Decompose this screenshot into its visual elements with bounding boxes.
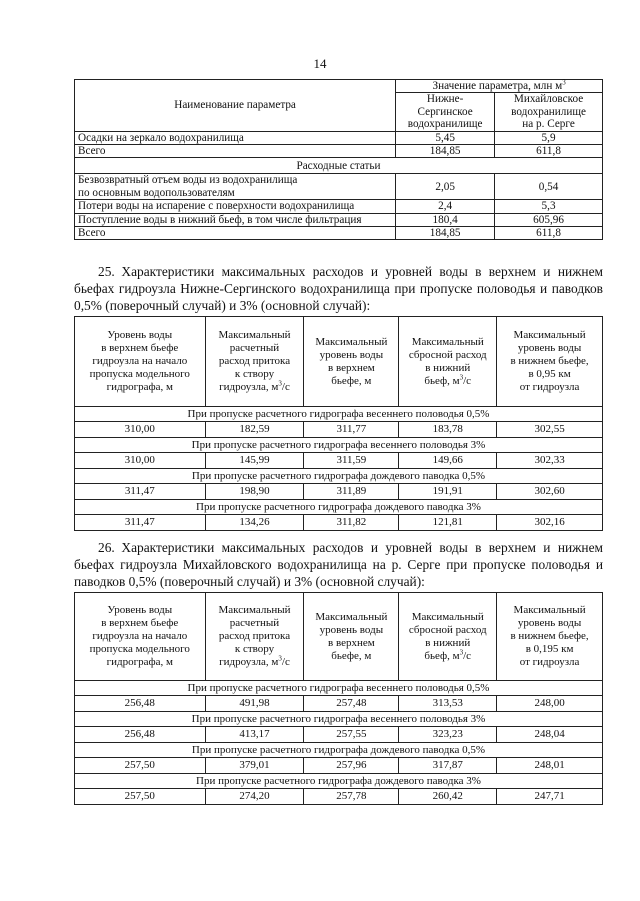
cell-value: 323,23 <box>399 727 497 743</box>
table-row <box>75 200 603 213</box>
page-number: 14 <box>313 56 327 71</box>
header-row <box>75 317 603 407</box>
row-value: 184,85 <box>396 145 495 158</box>
cell-value: 310,00 <box>75 453 206 469</box>
cell-value: 257,55 <box>304 727 399 743</box>
max-downstream-level-header: Максимальный уровень воды в нижнем бьефе, в 0,95 км от гидроузла <box>497 317 603 407</box>
cell-value: 182,59 <box>205 422 304 438</box>
max-downstream-level-header: Максимальный уровень воды в нижнем бьефе, в 0,195 км от гидроузла <box>497 593 603 681</box>
cell-value: 317,87 <box>399 758 497 774</box>
cell-value: 302,55 <box>497 422 603 438</box>
row-value: 611,8 <box>495 227 603 240</box>
paragraph-26: 26. Характеристики максимальных расходов и уровней воды в верхнем и нижнем бьефах гидроузла Михайловского водохранилища на р. Серге при пропуске половодья и паводков 0,5% (поверочный случай) и 3% (основной случай): <box>74 540 603 590</box>
row-value: 2,4 <box>396 200 495 213</box>
table-row <box>75 174 603 200</box>
row-name: Потери воды на испарение с поверхности водохранилища <box>75 200 396 213</box>
cell-value: 302,16 <box>497 515 603 531</box>
cell-value: 311,82 <box>304 515 399 531</box>
cell-value: 311,59 <box>304 453 399 469</box>
section-row <box>75 743 603 758</box>
cell-value: 311,89 <box>304 484 399 500</box>
max-upstream-level-header: Максимальный уровень воды в верхнем бьефе, м <box>304 593 399 681</box>
table-row <box>75 515 603 531</box>
section-title: При пропуске расчетного гидрографа дождевого паводка 3% <box>75 774 603 789</box>
section-title: При пропуске расчетного гидрографа весеннего половодья 3% <box>75 438 603 453</box>
cell-value: 248,01 <box>497 758 603 774</box>
section-title: При пропуске расчетного гидрографа дождевого паводка 3% <box>75 500 603 515</box>
cell-value: 248,04 <box>497 727 603 743</box>
table-row <box>75 213 603 226</box>
cell-value: 183,78 <box>399 422 497 438</box>
row-value: 184,85 <box>396 227 495 240</box>
cell-value: 379,01 <box>205 758 304 774</box>
max-upstream-level-header: Максимальный уровень воды в верхнем бьефе, м <box>304 317 399 407</box>
row-value: 5,45 <box>396 131 495 144</box>
cell-value: 256,48 <box>75 727 206 743</box>
cell-value: 149,66 <box>399 453 497 469</box>
table-row <box>75 696 603 712</box>
cell-value: 413,17 <box>205 727 304 743</box>
row-name: Поступление воды в нижний бьеф, в том числе фильтрация <box>75 213 396 226</box>
mikhailovskoe-flow-table <box>74 592 603 805</box>
cell-value: 121,81 <box>399 515 497 531</box>
section-title: Расходные статьи <box>75 158 603 174</box>
row-name: Безвозвратный отъем воды из водохранилища по основным водопользователям <box>75 174 396 200</box>
cell-value: 257,50 <box>75 758 206 774</box>
table-row <box>75 453 603 469</box>
section-row <box>75 712 603 727</box>
cell-value: 311,47 <box>75 484 206 500</box>
cell-value: 491,98 <box>205 696 304 712</box>
cell-value: 302,60 <box>497 484 603 500</box>
paragraph-25: 25. Характеристики максимальных расходов и уровней воды в верхнем и нижнем бьефах гидроузла Нижне-Сергинского водохранилища при пропуске половодья и паводков 0,5% (поверочный случай) и 3% (основной случай): <box>74 264 603 314</box>
mikhailovskoe-header: Михайловское водохранилище на р. Серге <box>495 93 603 131</box>
nizhne-serginskoe-header: Нижне- Сергинское водохранилище <box>396 93 495 131</box>
cell-value: 311,47 <box>75 515 206 531</box>
cell-value: 198,90 <box>205 484 304 500</box>
section-title: При пропуске расчетного гидрографа весеннего половодья 0,5% <box>75 407 603 422</box>
cell-value: 302,33 <box>497 453 603 469</box>
section-row <box>75 158 603 174</box>
row-name: Всего <box>75 227 396 240</box>
cell-value: 248,00 <box>497 696 603 712</box>
section-row <box>75 407 603 422</box>
max-inflow-header: Максимальный расчетный расход притока к створу гидроузла, $м^3/с$ <box>205 317 304 407</box>
row-name: Всего <box>75 145 396 158</box>
table-row <box>75 789 603 805</box>
cell-value: 257,50 <box>75 789 206 805</box>
max-discharge-header: Максимальный сбросной расход в нижний бьеф, $м^3/с$ <box>399 317 497 407</box>
row-value: 5,3 <box>495 200 603 213</box>
row-value: 180,4 <box>396 213 495 226</box>
max-inflow-header: Максимальный расчетный расход притока к створу гидроузла, $м^3/с$ <box>205 593 304 681</box>
row-value: 605,96 <box>495 213 603 226</box>
row-value: 0,54 <box>495 174 603 200</box>
cell-value: 313,53 <box>399 696 497 712</box>
section-title: При пропуске расчетного гидрографа весеннего половодья 3% <box>75 712 603 727</box>
cell-value: 134,26 <box>205 515 304 531</box>
cell-value: 260,42 <box>399 789 497 805</box>
row-value: 5,9 <box>495 131 603 144</box>
cell-value: 145,99 <box>205 453 304 469</box>
table-row <box>75 758 603 774</box>
parameter-value-header: Значение параметра, млн $м^3$ <box>396 80 603 93</box>
cell-value: 257,48 <box>304 696 399 712</box>
cell-value: 311,77 <box>304 422 399 438</box>
section-row <box>75 774 603 789</box>
cell-value: 274,20 <box>205 789 304 805</box>
cell-value: 256,48 <box>75 696 206 712</box>
table-row <box>75 422 603 438</box>
cell-value: 247,71 <box>497 789 603 805</box>
upstream-start-level-header: Уровень воды в верхнем бьефе гидроузла на начало пропуска модельного гидрографа, м <box>75 593 206 681</box>
water-balance-table <box>74 79 603 240</box>
section-title: При пропуске расчетного гидрографа весеннего половодья 0,5% <box>75 681 603 696</box>
table-row <box>75 484 603 500</box>
table-row <box>75 145 603 158</box>
row-value: 611,8 <box>495 145 603 158</box>
cell-value: 257,96 <box>304 758 399 774</box>
section-row <box>75 438 603 453</box>
table-row <box>75 131 603 144</box>
table-row <box>75 727 603 743</box>
section-row <box>75 469 603 484</box>
nizhne-serginskoe-flow-table <box>74 316 603 531</box>
section-row <box>75 681 603 696</box>
row-name: Осадки на зеркало водохранилища <box>75 131 396 144</box>
section-title: При пропуске расчетного гидрографа дождевого паводка 0,5% <box>75 469 603 484</box>
row-value: 2,05 <box>396 174 495 200</box>
max-discharge-header: Максимальный сбросной расход в нижний бьеф, $м^3/с$ <box>399 593 497 681</box>
upstream-start-level-header: Уровень воды в верхнем бьефе гидроузла на начало пропуска модельного гидрографа, м <box>75 317 206 407</box>
cell-value: 257,78 <box>304 789 399 805</box>
section-row <box>75 500 603 515</box>
cell-value: 191,91 <box>399 484 497 500</box>
cell-value: 310,00 <box>75 422 206 438</box>
table-row <box>75 227 603 240</box>
section-title: При пропуске расчетного гидрографа дождевого паводка 0,5% <box>75 743 603 758</box>
header-row <box>75 593 603 681</box>
parameter-name-header: Наименование параметра <box>75 80 396 132</box>
